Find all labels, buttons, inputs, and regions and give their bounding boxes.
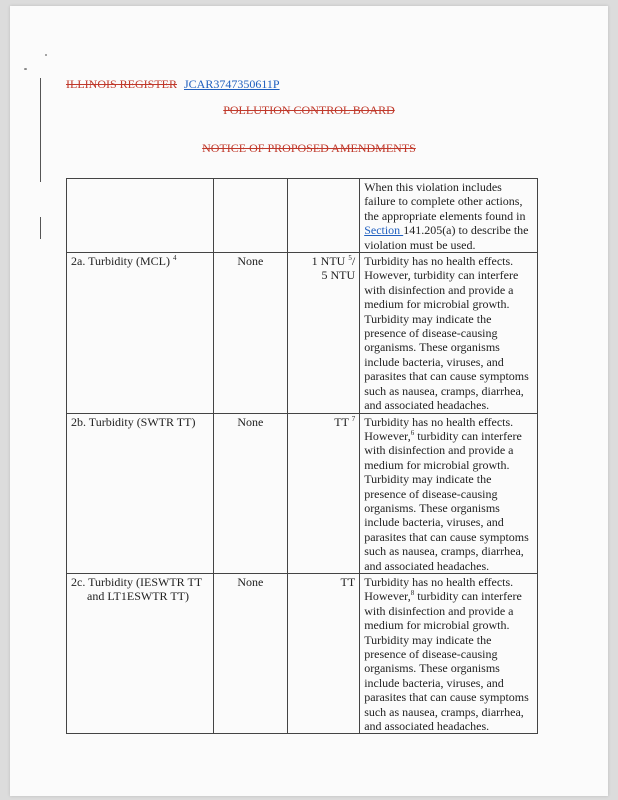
mclg-cell: None	[214, 573, 288, 733]
notice-title: NOTICE OF PROPOSED AMENDMENTS	[202, 141, 416, 155]
scan-speck	[24, 68, 27, 70]
mcl-cell: TT	[287, 573, 360, 733]
health-effects-cell: When this violation includes failure to complete other actions, the appropriate elements found in Section 141.205(a) to describe the violation must be used.	[360, 179, 538, 253]
revision-bar	[40, 78, 41, 182]
contaminant-cell: 2b. Turbidity (SWTR TT)	[67, 413, 214, 573]
table-row	[67, 179, 538, 253]
mcl-cell: TT $^7$	[287, 413, 360, 573]
register-struck-text: ILLINOIS REGISTER	[66, 77, 177, 91]
board-title: POLLUTION CONTROL BOARD	[223, 103, 395, 117]
table-row	[67, 573, 538, 733]
health-effects-cell: Turbidity has no health effects. However, turbidity can interfere with disinfection and provide a medium for microbial growth. Turbidity may indicate the presence of disease-causing organisms. These organisms include bacteria, viruses, and parasites that can cause symptoms such as nausea, cramps, diarrhea, and associated headaches.	[360, 253, 538, 413]
mcl-cell: 1 NTU $^5$/ 5 NTU	[287, 253, 360, 413]
contaminant-cell: 2a. Turbidity (MCL) $^4$	[67, 253, 214, 413]
mclg-cell: None	[214, 413, 288, 573]
table-row	[67, 413, 538, 573]
register-inserted-text: JCAR3747350611P	[184, 77, 280, 91]
scan-speck	[45, 54, 47, 56]
register-header	[66, 77, 280, 92]
section-link[interactable]: Section	[364, 223, 404, 238]
mclg-cell: None	[214, 253, 288, 413]
health-effects-cell: Turbidity has no health effects. However,$^8$ turbidity can interfere with disinfection and provide a medium for microbial growth. Turbidity may indicate the presence of disease-causing organisms. These organisms include bacteria, viruses, and parasites that can cause symptoms such as nausea, cramps, diarrhea, and associated headaches.	[360, 573, 538, 733]
revision-bar	[40, 217, 41, 239]
table-row	[67, 253, 538, 413]
health-effects-cell: Turbidity has no health effects. However,$^6$ turbidity can interfere with disinfection and provide a medium for microbial growth. Turbidity may indicate the presence of disease-causing organisms. These organisms include bacteria, viruses, and parasites that can cause symptoms such as nausea, cramps, diarrhea, and associated headaches.	[360, 413, 538, 573]
health-effects-table	[66, 178, 538, 734]
contaminant-cell: 2c. Turbidity (IESWTR TT and LT1ESWTR TT)	[67, 573, 214, 733]
